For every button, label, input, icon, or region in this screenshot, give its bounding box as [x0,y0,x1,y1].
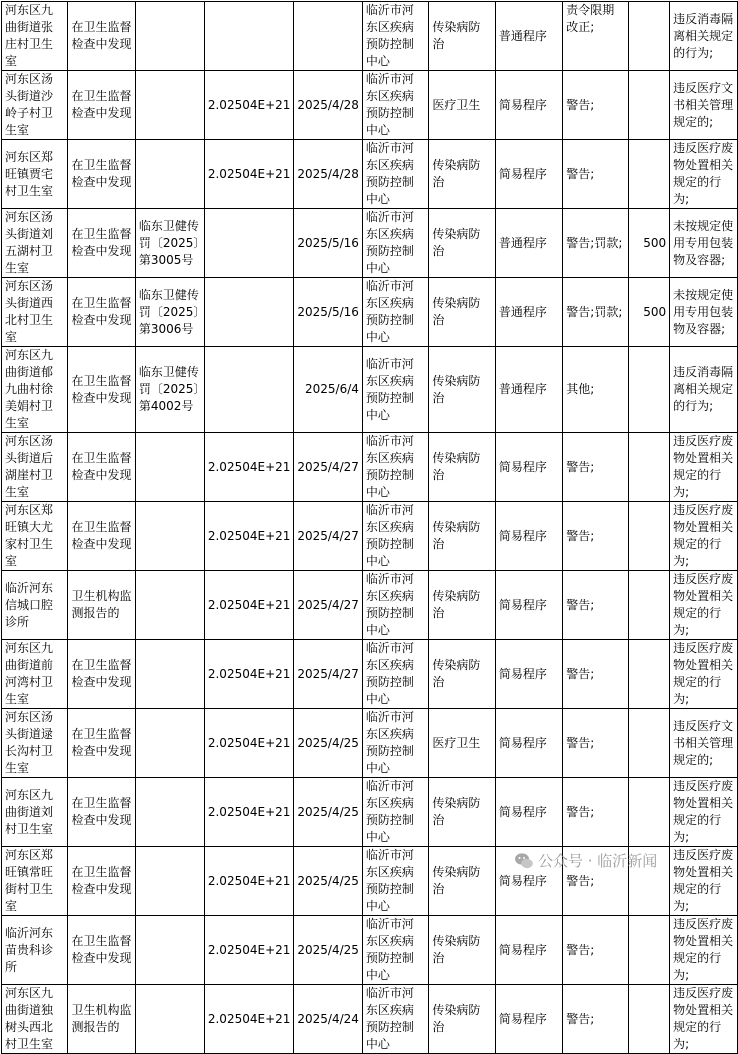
cell-doc-no [135,502,204,571]
cell-fine [629,71,670,140]
cell-org: 临沂市河东区疾病预防控制中心 [362,916,428,985]
cell-fine [629,347,670,433]
cell-doc-no [135,778,204,847]
table-row [2,347,738,433]
cell-org: 临沂市河东区疾病预防控制中心 [362,778,428,847]
cell-procedure: 普通程序 [495,2,562,71]
cell-org: 临沂市河东区疾病预防控制中心 [362,985,428,1054]
cell-source: 卫生机构监测报告的 [68,985,135,1054]
cell-fine [629,916,670,985]
cell-amount: 2.02504E+21 [204,571,294,640]
cell-procedure: 普通程序 [495,347,562,433]
cell-reason: 违反医疗废物处置相关规定的行为; [670,640,738,709]
cell-penalty: 警告;罚款; [563,209,629,278]
cell-reason: 违反医疗废物处置相关规定的行为; [670,140,738,209]
table-row [2,71,738,140]
cell-penalty: 警告; [563,640,629,709]
cell-category: 传染病防治 [429,209,495,278]
cell-procedure: 简易程序 [495,433,562,502]
cell-penalty: 警告; [563,140,629,209]
cell-doc-no [135,640,204,709]
cell-org: 临沂市河东区疾病预防控制中心 [362,347,428,433]
table-row [2,433,738,502]
table-row [2,778,738,847]
cell-penalty: 警告; [563,571,629,640]
cell-reason: 违反消毒隔离相关规定的行为; [670,347,738,433]
cell-date: 2025/4/25 [294,709,363,778]
cell-category: 传染病防治 [429,140,495,209]
cell-source: 在卫生监督检查中发现 [68,278,135,347]
cell-org: 临沂市河东区疾病预防控制中心 [362,71,428,140]
cell-procedure: 简易程序 [495,847,562,916]
cell-doc-no [135,433,204,502]
cell-doc-no: 临东卫健传罚〔2025〕第3006号 [135,278,204,347]
cell-amount [204,278,294,347]
cell-penalty: 警告; [563,847,629,916]
cell-category: 传染病防治 [429,916,495,985]
cell-amount [204,209,294,278]
cell-category: 传染病防治 [429,347,495,433]
cell-procedure: 简易程序 [495,571,562,640]
cell-date: 2025/4/25 [294,847,363,916]
cell-amount [204,347,294,433]
cell-reason: 违反消毒隔离相关规定的行为; [670,2,738,71]
cell-source: 在卫生监督检查中发现 [68,2,135,71]
cell-doc-no: 临东卫健传罚〔2025〕第4002号 [135,347,204,433]
table-row [2,502,738,571]
cell-source: 在卫生监督检查中发现 [68,433,135,502]
cell-org: 临沂市河东区疾病预防控制中心 [362,278,428,347]
cell-fine [629,2,670,71]
cell-unit: 河东区九曲街道郁九曲村徐美娟村卫生室 [2,347,68,433]
cell-fine [629,640,670,709]
table-row [2,140,738,209]
cell-unit: 临沂河东信城口腔诊所 [2,571,68,640]
cell-date: 2025/4/27 [294,433,363,502]
cell-category: 传染病防治 [429,2,495,71]
cell-amount: 2.02504E+21 [204,916,294,985]
table-row [2,209,738,278]
cell-date: 2025/4/28 [294,71,363,140]
cell-reason: 违反医疗废物处置相关规定的行为; [670,433,738,502]
penalty-records-table [1,1,738,1054]
cell-unit: 河东区汤头街道逯长沟村卫生室 [2,709,68,778]
cell-category: 传染病防治 [429,640,495,709]
cell-amount: 2.02504E+21 [204,502,294,571]
cell-doc-no [135,571,204,640]
cell-source: 在卫生监督检查中发现 [68,71,135,140]
cell-fine [629,709,670,778]
cell-unit: 河东区郑旺镇贾宅村卫生室 [2,140,68,209]
cell-procedure: 简易程序 [495,778,562,847]
cell-category: 传染病防治 [429,502,495,571]
cell-procedure: 简易程序 [495,985,562,1054]
cell-org: 临沂市河东区疾病预防控制中心 [362,140,428,209]
cell-source: 在卫生监督检查中发现 [68,916,135,985]
cell-reason: 违反医疗废物处置相关规定的行为; [670,985,738,1054]
cell-date: 2025/4/27 [294,640,363,709]
cell-amount: 2.02504E+21 [204,709,294,778]
cell-org: 临沂市河东区疾病预防控制中心 [362,433,428,502]
cell-category: 传染病防治 [429,433,495,502]
cell-procedure: 普通程序 [495,209,562,278]
cell-penalty: 其他; [563,347,629,433]
cell-unit: 河东区郑旺镇大尤家村卫生室 [2,502,68,571]
cell-date: 2025/4/25 [294,778,363,847]
cell-fine [629,985,670,1054]
cell-unit: 临沂河东苗贵科诊所 [2,916,68,985]
cell-doc-no [135,71,204,140]
cell-fine: 500 [629,278,670,347]
cell-procedure: 简易程序 [495,916,562,985]
cell-reason: 未按规定使用专用包装物及容器; [670,209,738,278]
cell-source: 在卫生监督检查中发现 [68,140,135,209]
cell-amount: 2.02504E+21 [204,778,294,847]
cell-reason: 违反医疗废物处置相关规定的行为; [670,571,738,640]
cell-doc-no [135,709,204,778]
cell-penalty: 警告; [563,71,629,140]
cell-fine [629,571,670,640]
cell-amount: 2.02504E+21 [204,985,294,1054]
cell-unit: 河东区汤头街道西北村卫生室 [2,278,68,347]
table-row [2,709,738,778]
cell-reason: 未按规定使用专用包装物及容器; [670,278,738,347]
cell-penalty: 警告; [563,778,629,847]
watermark-text: 公众号 · 临沂新闻 [538,852,658,870]
cell-reason: 违反医疗废物处置相关规定的行为; [670,778,738,847]
cell-procedure: 普通程序 [495,278,562,347]
cell-procedure: 简易程序 [495,71,562,140]
cell-reason: 违反医疗文书相关管理规定的; [670,709,738,778]
cell-category: 医疗卫生 [429,709,495,778]
cell-org: 临沂市河东区疾病预防控制中心 [362,209,428,278]
table-row [2,985,738,1054]
cell-org: 临沂市河东区疾病预防控制中心 [362,709,428,778]
cell-org: 临沂市河东区疾病预防控制中心 [362,571,428,640]
cell-amount: 2.02504E+21 [204,640,294,709]
cell-fine [629,778,670,847]
table-row [2,571,738,640]
cell-category: 传染病防治 [429,278,495,347]
cell-fine: 500 [629,209,670,278]
cell-unit: 河东区九曲街道前河湾村卫生室 [2,640,68,709]
cell-amount [204,2,294,71]
cell-penalty: 警告; [563,709,629,778]
cell-unit: 河东区郑旺镇常旺街村卫生室 [2,847,68,916]
cell-category: 传染病防治 [429,985,495,1054]
cell-unit: 河东区九曲街道独树头西北村卫生室 [2,985,68,1054]
table-row [2,278,738,347]
cell-penalty: 警告; [563,433,629,502]
cell-date: 2025/4/27 [294,571,363,640]
cell-unit: 河东区九曲街道张庄村卫生室 [2,2,68,71]
cell-doc-no [135,916,204,985]
cell-source: 在卫生监督检查中发现 [68,778,135,847]
cell-amount: 2.02504E+21 [204,71,294,140]
cell-fine [629,140,670,209]
watermark [514,850,657,871]
cell-procedure: 简易程序 [495,709,562,778]
cell-doc-no [135,985,204,1054]
cell-procedure: 简易程序 [495,140,562,209]
cell-unit: 河东区九曲街道刘村卫生室 [2,778,68,847]
cell-date: 2025/6/4 [294,347,363,433]
cell-fine [629,502,670,571]
cell-penalty: 警告; [563,985,629,1054]
wechat-icon [514,851,534,871]
cell-penalty: 警告; [563,502,629,571]
cell-amount: 2.02504E+21 [204,140,294,209]
cell-reason: 违反医疗废物处置相关规定的行为; [670,502,738,571]
cell-date: 2025/4/28 [294,140,363,209]
cell-source: 在卫生监督检查中发现 [68,640,135,709]
cell-date: 2025/4/27 [294,502,363,571]
table-row [2,916,738,985]
cell-reason: 违反医疗废物处置相关规定的行为; [670,847,738,916]
cell-doc-no: 临东卫健传罚〔2025〕第3005号 [135,209,204,278]
cell-source: 卫生机构监测报告的 [68,571,135,640]
cell-date [294,2,363,71]
cell-date: 2025/5/16 [294,278,363,347]
cell-date: 2025/5/16 [294,209,363,278]
cell-source: 在卫生监督检查中发现 [68,209,135,278]
cell-reason: 违反医疗文书相关管理规定的; [670,71,738,140]
cell-penalty: 责令限期改正; [563,2,629,71]
cell-penalty: 警告;罚款; [563,278,629,347]
table-row [2,640,738,709]
cell-org: 临沂市河东区疾病预防控制中心 [362,2,428,71]
cell-unit: 河东区汤头街道沙岭子村卫生室 [2,71,68,140]
cell-org: 临沂市河东区疾病预防控制中心 [362,640,428,709]
cell-penalty: 警告; [563,916,629,985]
cell-procedure: 简易程序 [495,502,562,571]
cell-unit: 河东区汤头街道刘五湖村卫生室 [2,209,68,278]
cell-source: 在卫生监督检查中发现 [68,502,135,571]
cell-reason: 违反医疗废物处置相关规定的行为; [670,916,738,985]
cell-doc-no [135,2,204,71]
cell-date: 2025/4/25 [294,916,363,985]
cell-fine [629,433,670,502]
cell-source: 在卫生监督检查中发现 [68,347,135,433]
cell-category: 医疗卫生 [429,71,495,140]
cell-unit: 河东区汤头街道后湖崖村卫生室 [2,433,68,502]
cell-source: 在卫生监督检查中发现 [68,847,135,916]
cell-category: 传染病防治 [429,778,495,847]
cell-category: 传染病防治 [429,571,495,640]
cell-category: 传染病防治 [429,847,495,916]
cell-org: 临沂市河东区疾病预防控制中心 [362,847,428,916]
cell-source: 在卫生监督检查中发现 [68,709,135,778]
table-row [2,2,738,71]
cell-amount: 2.02504E+21 [204,433,294,502]
cell-doc-no [135,140,204,209]
cell-procedure: 简易程序 [495,640,562,709]
cell-date: 2025/4/24 [294,985,363,1054]
cell-amount: 2.02504E+21 [204,847,294,916]
cell-org: 临沂市河东区疾病预防控制中心 [362,502,428,571]
cell-doc-no [135,847,204,916]
